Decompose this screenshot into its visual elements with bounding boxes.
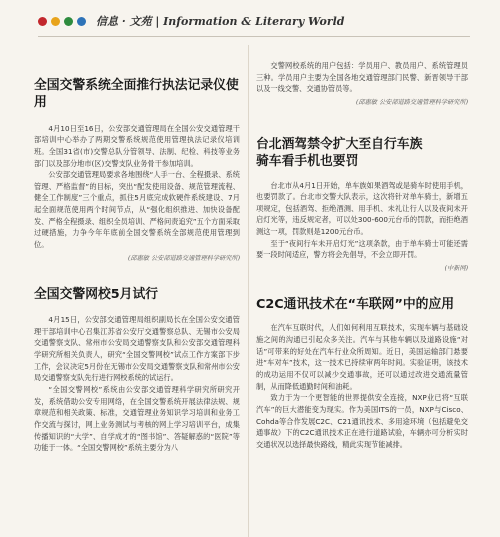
- section-header: [38, 6, 345, 36]
- article-paragraph: 台北市从4月1日开始，单车族如果酒驾或是骑车时使用手机，也要罚款了。台北市交警大队表示，这次将针对单车骑士，新增五项规定，包括酒驾、拒绝酒测、用手机、未礼让行人以及夜间未开启灯光等，违反规定者，可以处300-600元台币的罚款，而拒绝酒测这一项，罚款则是1200元台币。: [256, 180, 468, 237]
- article-paragraph: 至于“夜间行车未开启灯光”这项条款，由于单车骑士可能还需要一段时间适应，警方将会先倡导，不会立即开罚。: [256, 238, 468, 260]
- article-paragraph: “全国交警网校”系统由公安部交通管理科学研究所研究开发，系统借助公安专用网络，在全国交警系统开展法律法规、规章规范和相关政策、标准，交通管理业务知识学习培训和业务工作交流与探讨，网上业务测试与考核的网上学习培训平台，成集传播知识的“大学”、自学成才的“图书馆”、答疑解惑的“医院”等功能于一体。“全国交警网校”系统主要分为八: [34, 384, 240, 453]
- header-dot-blue: [77, 17, 86, 26]
- article-paragraph: 在汽车互联时代，人们如何利用互联技术，实现车辆与基础设施之间的沟通已引起众多关注。汽车与其他车辆以及道路设施“对话”可带来的好处在汽车行业众所周知。近日，美国运输部门悬要进“车对车”技术，这一技术已持续审两年时间。实验证明，该技术的成功运用不仅可以减少交通事故，还可以通过改进交通流量管制，从而降低通勤时间和油耗。: [256, 323, 468, 391]
- article-title-c2c: C2C通讯技术在“车联网”中的应用: [256, 297, 455, 313]
- left-column: [34, 50, 240, 454]
- header-dot-red: [38, 17, 47, 26]
- article-paragraph: 4月10日至16日，公安部交通管理局在全国公安交通管理干部培训中心举办了两期交警系统规范使用管理执法记录仪培训班。全国31省(市)交警总队分管领导、法制、纪检、科技等业务部门以及部分地市(区)交警支队业务骨干参加培训。: [34, 123, 240, 168]
- article-source: (邱惠敏 公安部道路交通管理科学研究所): [128, 254, 240, 262]
- article-source: (中新网): [444, 265, 468, 273]
- article-paragraph: 公安部交通管理局要求各地围绕“人手一台、全程摄录、系统管理、严格监督”的目标，突出“配发使用设备、规范管理流程、健全工作制度”三个重点，抓住5月底完成软硬件系统建设、7月起全面规范使用两个时间节点，从“强化组织推进、加快设备配发、严格全程摄录、组织全员培训、严格问责追究”五个方面采取过硬措施，力争今年年底前全国交警系统全部规范使用管理到位。: [34, 170, 240, 250]
- article-title-recorder: 全国交警系统全面推行执法记录仪使用: [34, 78, 239, 111]
- section-title: 信息 · 文苑 | Information & Literary World: [96, 15, 345, 28]
- article-paragraph: 4月15日，公安部交通管理局组织副局长在全国公安交通管理干部培训中心召集江苏省公安厅交通警察总队、无锡市公安局交通警察支队、常州市公安局交通警察支队和公安部交通管理科学研究所相关负责人，研究“全国交警网校”试点工作方案部下步工作，会议决定5月份在无锡市公安局交通警察支队和常州市公安局交通警察支队先行进行网校系统的试运行。: [34, 315, 240, 383]
- article-title-netschool: 全国交警网校5月试行: [34, 286, 159, 302]
- header-dot-orange: [51, 17, 60, 26]
- article-title-taipei-line1: 台北酒驾禁令扩大至自行车族: [256, 136, 423, 152]
- article-paragraph: 交警网校系统的用户包括：学员用户、教员用户、系统管理员三种。学员用户主要为全国各地交通管理部门民警、新晋领导干部以及一线交警、交通协管员等。: [256, 61, 468, 94]
- header-rule: [38, 36, 470, 37]
- article-title-taipei-line2: 骑车看手机也要罚: [256, 154, 359, 170]
- right-column: [256, 50, 468, 451]
- column-divider: [248, 45, 249, 537]
- article-paragraph: 致力于为一个更智能的世界提供安全连接，NXP业已将“互联汽车”的巨大潜能变为现实。作为美国ITS的一员，NXP与Cisco、Cohda等合作发展C2C、C21通讯技术、多用途环境（包括避免交通事故）下的C2C通讯技术正在进行道路试验，车辆亦可分析实时交通状况以选择最快路线，精此实现节能减排。: [256, 393, 468, 449]
- article-source: (邱惠敏 公安部道路交通管理科学研究所): [356, 98, 468, 106]
- header-dot-green: [64, 17, 73, 26]
